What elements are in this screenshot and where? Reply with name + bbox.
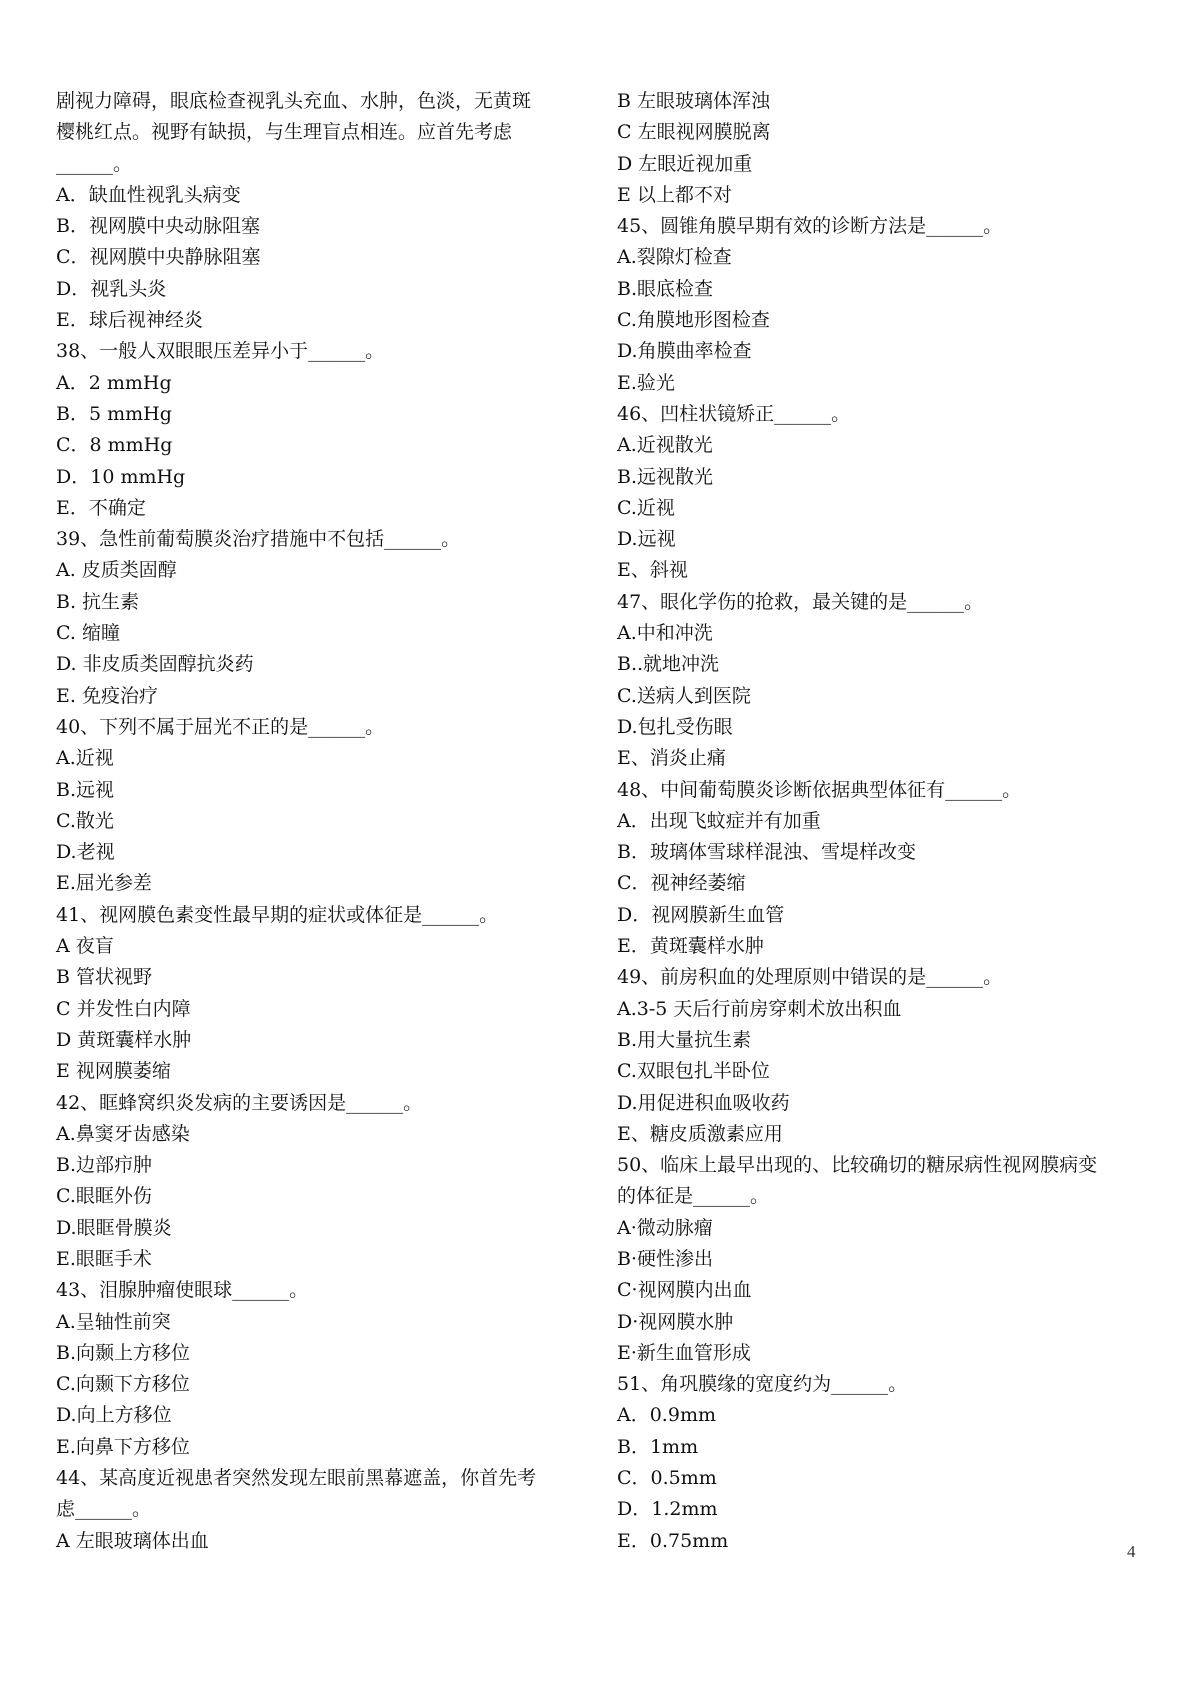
text-line: D·视网膜水肿 <box>617 1310 734 1333</box>
text-line: E.向鼻下方移位 <box>56 1435 190 1458</box>
text-line: C 并发性白内障 <box>56 997 191 1020</box>
text-line: A．缺血性视乳头病变 <box>56 183 241 206</box>
text-line: D.向上方移位 <box>56 1404 172 1427</box>
text-line: B.向颞上方移位 <box>56 1341 191 1364</box>
left-column <box>56 86 586 1557</box>
text-line: B．玻璃体雪球样混浊、雪堤样改变 <box>617 841 916 864</box>
text-line: 44、某高度近视患者突然发现左眼前黑幕遮盖，你首先考 <box>56 1467 537 1490</box>
text-line: C．视网膜中央静脉阻塞 <box>56 246 261 269</box>
text-line: C．0.5mm <box>617 1467 717 1490</box>
text-line: 樱桃红点。视野有缺损，与生理盲点相连。应首先考虑 <box>56 121 513 144</box>
text-line: A·微动脉瘤 <box>617 1216 713 1239</box>
text-line: A.近视散光 <box>617 434 713 457</box>
text-line: D.老视 <box>56 841 115 864</box>
text-line: 39、急性前葡萄膜炎治疗措施中不包括______。 <box>56 528 461 551</box>
text-line: E 视网膜萎缩 <box>56 1060 171 1083</box>
text-line: B.用大量抗生素 <box>617 1028 752 1051</box>
text-line: E、斜视 <box>617 559 688 582</box>
text-line: 38、一般人双眼眼压差异小于______。 <box>56 340 385 363</box>
text-line: C.双眼包扎半卧位 <box>617 1060 770 1083</box>
text-line: C.眼眶外伤 <box>56 1185 152 1208</box>
text-line: 49、前房积血的处理原则中错误的是______。 <box>617 966 1003 989</box>
text-line: C.近视 <box>617 496 675 519</box>
text-line: D.包扎受伤眼 <box>617 715 733 738</box>
text-line: 50、临床上最早出现的、比较确切的糖尿病性视网膜病变 <box>617 1154 1098 1177</box>
text-line: A 左眼玻璃体出血 <box>56 1529 209 1552</box>
text-line: C 左眼视网膜脱离 <box>617 121 771 144</box>
text-line: ______。 <box>56 152 133 175</box>
text-line: D．1.2mm <box>617 1498 718 1521</box>
text-line: 47、眼化学伤的抢救，最关键的是______。 <box>617 590 984 613</box>
text-line: B．1mm <box>617 1435 699 1458</box>
text-line: C.散光 <box>56 809 114 832</box>
text-line: C．8 mmHg <box>56 434 173 457</box>
text-line: D.眼眶骨膜炎 <box>56 1216 172 1239</box>
text-line: B.边部疖肿 <box>56 1154 153 1177</box>
text-line: 虑______。 <box>56 1498 152 1521</box>
text-line: 43、泪腺肿瘤使眼球______。 <box>56 1279 309 1302</box>
text-line: E．不确定 <box>56 496 146 519</box>
text-line: E. 免疫治疗 <box>56 684 158 707</box>
text-line: 48、中间葡萄膜炎诊断依据典型体征有______。 <box>617 778 1022 801</box>
text-line: B·硬性渗出 <box>617 1247 714 1270</box>
text-line: C·视网膜内出血 <box>617 1279 752 1302</box>
text-line: 41、视网膜色素变性最早期的症状或体征是______。 <box>56 903 499 926</box>
text-line: D. 非皮质类固醇抗炎药 <box>56 653 254 676</box>
text-line: B．5 mmHg <box>56 402 172 425</box>
text-line: A 夜盲 <box>56 935 114 958</box>
text-line: C.送病人到医院 <box>617 684 751 707</box>
text-line: D.远视 <box>617 528 676 551</box>
text-line: C.向颞下方移位 <box>56 1373 190 1396</box>
text-line: C.角膜地形图检查 <box>617 309 770 332</box>
right-column <box>617 86 1147 1557</box>
text-line: A．2 mmHg <box>56 371 172 394</box>
text-line: D．10 mmHg <box>56 465 186 488</box>
text-line: E.眼眶手术 <box>56 1247 152 1270</box>
text-line: A. 皮质类固醇 <box>56 559 177 582</box>
text-line: E.屈光参差 <box>56 872 152 895</box>
page-number: 4 <box>1127 1542 1136 1561</box>
text-line: B 管状视野 <box>56 966 153 989</box>
text-line: E 以上都不对 <box>617 183 732 206</box>
text-line: A.近视 <box>56 747 114 770</box>
text-line: 51、角巩膜缘的宽度约为______。 <box>617 1373 908 1396</box>
text-line: A.鼻窦牙齿感染 <box>56 1122 190 1145</box>
text-line: E．黄斑囊样水肿 <box>617 935 764 958</box>
text-line: A．0.9mm <box>617 1404 716 1427</box>
text-line: 46、凹柱状镜矫正______。 <box>617 402 851 425</box>
text-line: B..就地冲洗 <box>617 653 720 676</box>
text-line: B．视网膜中央动脉阻塞 <box>56 215 260 238</box>
text-line: 的体征是______。 <box>617 1185 770 1208</box>
text-line: D．视乳头炎 <box>56 277 167 300</box>
text-line: D.角膜曲率检查 <box>617 340 752 363</box>
text-line: B.远视散光 <box>617 465 714 488</box>
text-line: A.裂隙灯检查 <box>617 246 732 269</box>
text-line: A.中和冲洗 <box>617 622 713 645</box>
text-line: E.验光 <box>617 371 675 394</box>
text-line: 40、下列不属于屈光不正的是______。 <box>56 715 385 738</box>
text-line: 剧视力障碍，眼底检查视乳头充血、水肿，色淡，无黄斑 <box>56 90 532 112</box>
text-line: E．球后视神经炎 <box>56 309 203 332</box>
text-line: 45、圆锥角膜早期有效的诊断方法是______。 <box>617 215 1003 238</box>
text-line: B.远视 <box>56 778 115 801</box>
text-line: C．视神经萎缩 <box>617 872 746 895</box>
text-line: E．0.75mm <box>617 1529 729 1552</box>
text-line: A．出现飞蚊症并有加重 <box>617 809 821 832</box>
text-line: A.呈轴性前突 <box>56 1310 171 1333</box>
text-line: A.3-5 天后行前房穿刺术放出积血 <box>617 997 902 1020</box>
text-line: B. 抗生素 <box>56 590 140 613</box>
text-line: C. 缩瞳 <box>56 622 120 645</box>
text-line: D 黄斑囊样水肿 <box>56 1028 192 1051</box>
text-line: E·新生血管形成 <box>617 1341 751 1364</box>
text-line: 42、眶蜂窝织炎发病的主要诱因是______。 <box>56 1091 423 1114</box>
text-line: D．视网膜新生血管 <box>617 903 785 926</box>
text-line: D.用促进积血吸收药 <box>617 1091 790 1114</box>
text-line: D 左眼近视加重 <box>617 152 753 175</box>
text-line: B 左眼玻璃体浑浊 <box>617 90 771 112</box>
text-line: E、消炎止痛 <box>617 747 726 770</box>
text-line: E、糖皮质激素应用 <box>617 1122 783 1145</box>
text-line: B.眼底检查 <box>617 277 714 300</box>
